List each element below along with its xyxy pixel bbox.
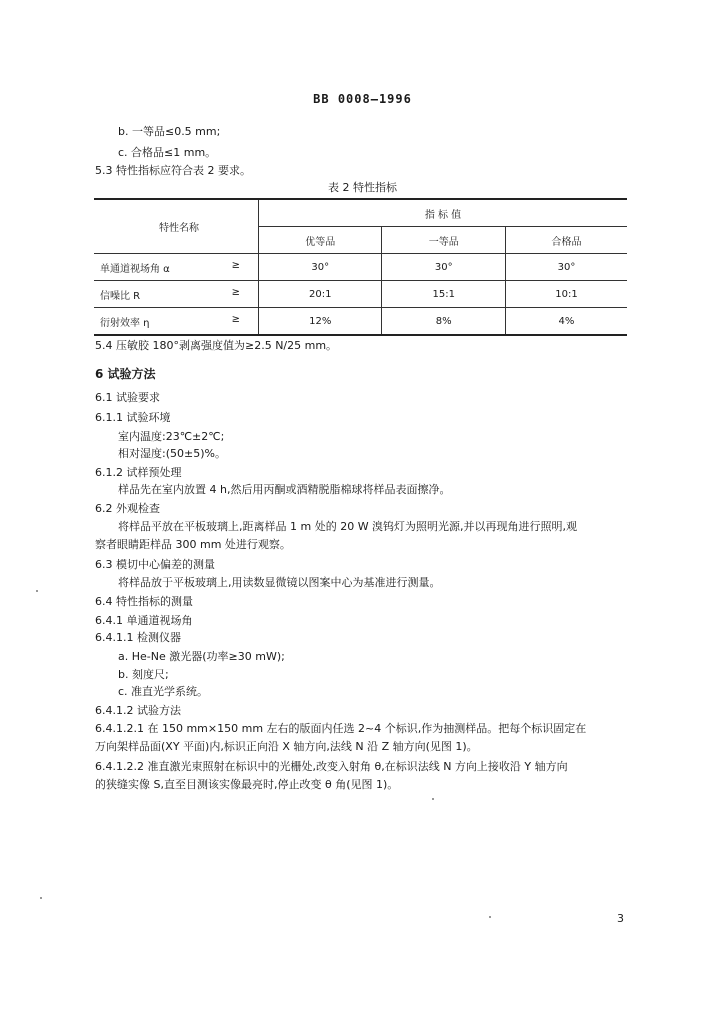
cell-value: 4% [505, 308, 627, 336]
instrument-c: c. 准直光学系统。 [118, 685, 209, 698]
die-cut-text: 将样品放于平板玻璃上,用读数显微镜以图案中心为基准进行测量。 [118, 576, 441, 589]
clause-5-4: 5.4 压敏胶 180°剥离强度值为≥2.5 N/25 mm。 [95, 339, 338, 352]
col-header-grade-1: 优等品 [259, 227, 382, 254]
method-2-line-2: 的狭缝实像 S,直至目测该实像最亮时,停止改变 θ 角(见图 1)。 [95, 778, 399, 791]
clause-6-4-1: 6.4.1 单通道视场角 [95, 614, 193, 627]
table-row [94, 254, 627, 281]
method-1-line-2: 万向架样品面(XY 平面)内,标识正向沿 X 轴方向,法线 N 沿 Z 轴方向(见图 1)。 [95, 740, 478, 753]
clause-6-4: 6.4 特性指标的测量 [95, 595, 193, 608]
instrument-a: a. He-Ne 激光器(功率≥30 mW); [118, 650, 285, 663]
cell-value: 20:1 [259, 281, 382, 308]
row-name: 信噪比 R ≥ [94, 281, 259, 308]
section-6-heading: 6 试验方法 [95, 367, 156, 381]
clause-6-3: 6.3 模切中心偏差的测量 [95, 558, 215, 571]
row-symbol: ≥ [231, 259, 240, 271]
standard-header: BB 0008—1996 [313, 92, 412, 106]
clause-6-1-2: 6.1.2 试样预处理 [95, 466, 182, 479]
cell-value: 12% [259, 308, 382, 336]
instrument-b: b. 刻度尺; [118, 668, 169, 681]
scan-speck [489, 916, 491, 918]
col-header-grade-2: 一等品 [382, 227, 505, 254]
room-temperature: 室内温度:23℃±2℃; [118, 430, 225, 443]
scan-speck [36, 590, 38, 592]
cell-value: 30° [259, 254, 382, 281]
item-c: c. 合格品≤1 mm。 [118, 146, 217, 159]
cell-value: 10:1 [505, 281, 627, 308]
cell-value: 30° [505, 254, 627, 281]
appearance-text-1: 将样品平放在平板玻璃上,距离样品 1 m 处的 20 W 溴钨灯为照明光源,并以再现角进行照明,观 [118, 520, 578, 533]
pretreatment-text: 样品先在室内放置 4 h,然后用丙酮或酒精脱脂棉球将样品表面擦净。 [118, 483, 451, 496]
clause-6-2: 6.2 外观检查 [95, 502, 160, 515]
spec-table [94, 198, 627, 336]
cell-value: 15:1 [382, 281, 505, 308]
appearance-text-2: 察者眼睛距样品 300 mm 处进行观察。 [95, 538, 291, 551]
item-b: b. 一等品≤0.5 mm; [118, 125, 221, 138]
cell-value: 8% [382, 308, 505, 336]
method-1-line-1: 6.4.1.2.1 在 150 mm×150 mm 左右的版面内任选 2~4 个标识,作为抽测样品。把每个标识固定在 [95, 722, 587, 735]
table-row [94, 281, 627, 308]
clause-6-4-1-2: 6.4.1.2 试验方法 [95, 704, 181, 717]
method-2-line-1: 6.4.1.2.2 准直激光束照射在标识中的光栅处,改变入射角 θ,在标识法线 N 方向上接收沿 Y 轴方向 [95, 760, 568, 773]
row-name: 衍射效率 η ≥ [94, 308, 259, 336]
cell-value: 30° [382, 254, 505, 281]
row-symbol: ≥ [231, 313, 240, 325]
clause-5-3: 5.3 特性指标应符合表 2 要求。 [95, 164, 251, 177]
col-header-grade-3: 合格品 [505, 227, 627, 254]
table-caption: 表 2 特性指标 [328, 181, 397, 194]
scan-speck [40, 897, 42, 899]
table-row [94, 308, 627, 336]
clause-6-1-1: 6.1.1 试验环境 [95, 411, 171, 424]
row-name: 单通道视场角 α ≥ [94, 254, 259, 281]
scan-speck [432, 798, 434, 800]
clause-6-1: 6.1 试验要求 [95, 391, 160, 404]
row-symbol: ≥ [231, 286, 240, 298]
relative-humidity: 相对湿度:(50±5)%。 [118, 447, 226, 460]
col-header-name: 特性名称 [94, 199, 259, 254]
clause-6-4-1-1: 6.4.1.1 检测仪器 [95, 631, 181, 644]
col-header-group: 指 标 值 [259, 199, 628, 227]
page-number: 3 [617, 912, 624, 925]
